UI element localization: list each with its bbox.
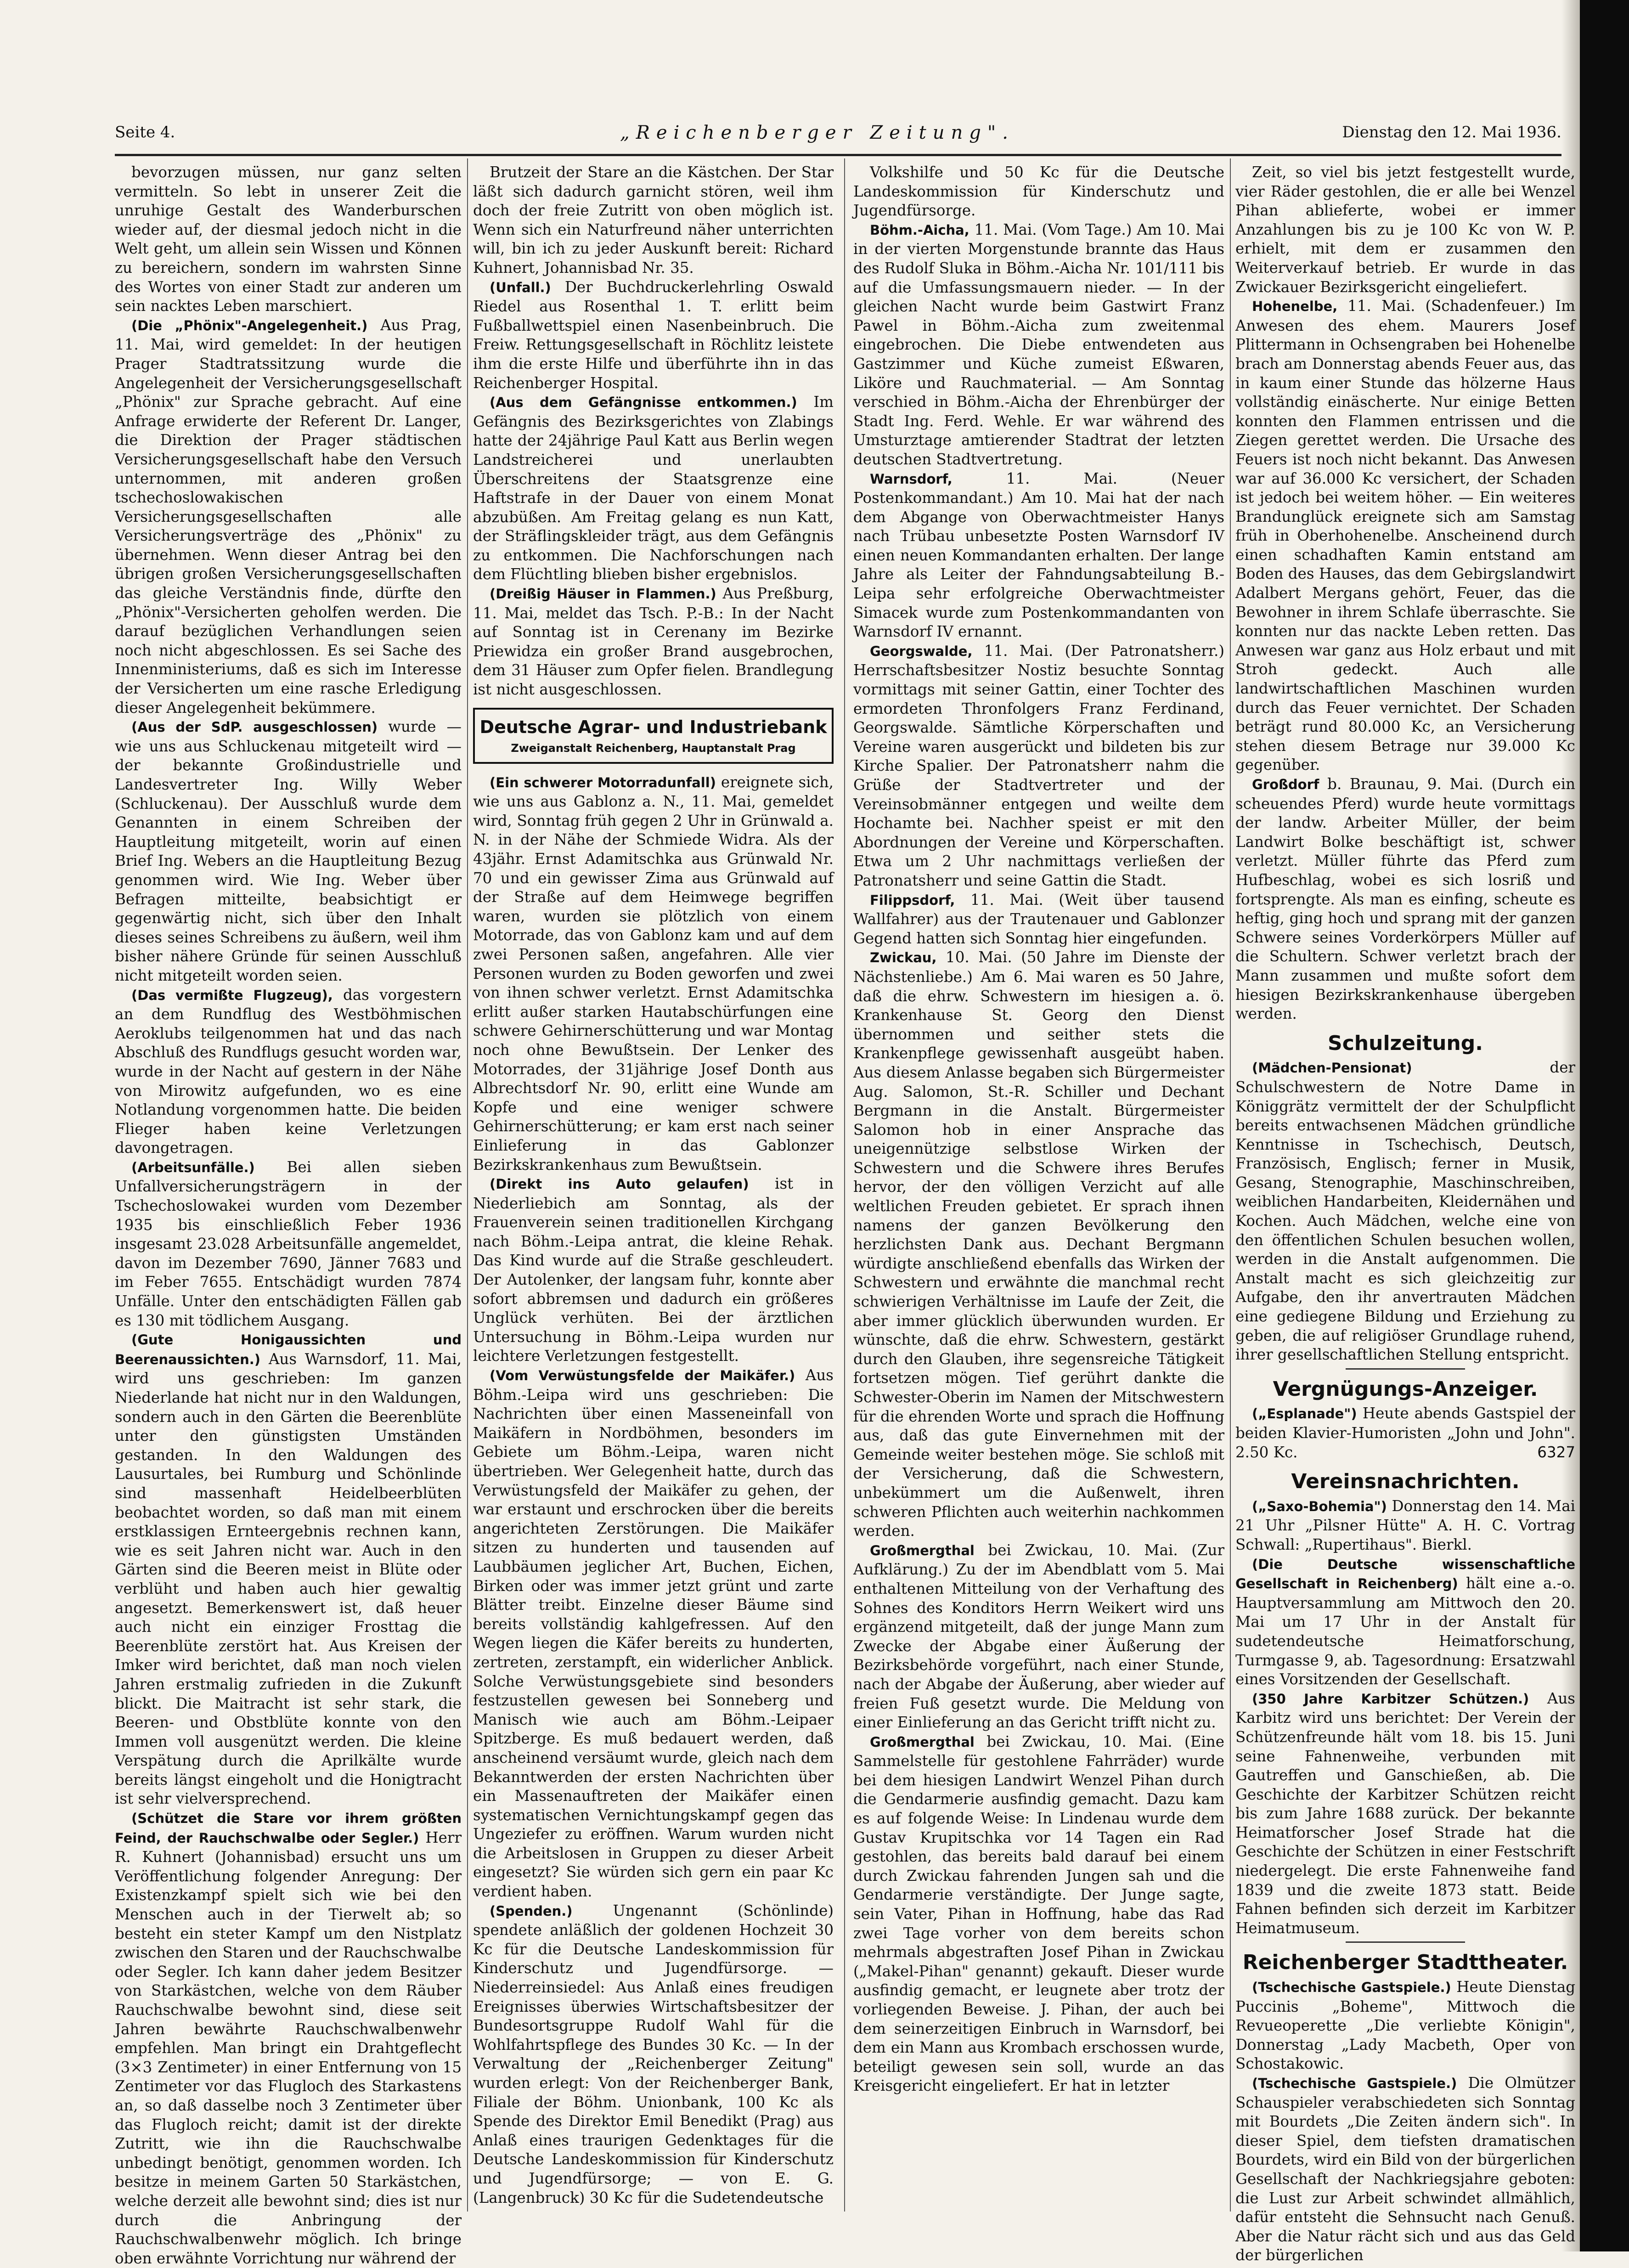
article-text: bei Zwickau, 10. Mai. (Eine Sammelstelle für gestohlene Fahrräder) wurde bei dem hiesigen Landwirt Wenzel Pihan durch die Gendarmerie ausfindig gemacht. Dazu kam es auf folgende Weise: In Lindenau wurde dem Gustav Krupitschka vor 14 Tagen ein Rad gestohlen, das bereits bald darauf bei einem durch Zwickau fahrenden Jungen sah und die Gendarmerie verständigte. Der Junge sagte, sein Vater, Pihan in Hoffnung, habe das Rad zwei Tage vorher von dem bereits schon mehrmals abgestraften Josef Pihan in Zwickau („Makel-Pihan" genannt) gekauft. Dieser wurde ausfindig gemacht, er leugnete aber trotz der vorliegenden Beweise. J. Pihan, der auch bei dem seinerzeitigen Einbruch in Warnsdorf, bei dem ein Mann aus Krombach erschossen wurde, beteiligt gewesen sein soll, wurde an das Kreisgericht eingeliefert. Er hat in letzter bbox=[853, 1732, 1224, 2095]
article bbox=[1235, 775, 1575, 1024]
article bbox=[853, 1541, 1224, 1732]
article-text: der Schulschwestern de Notre Dame in Königgrätz vermittelt der der Schulpflicht bereits entwachsenen Mädchen gründliche Kenntnisse in Tschechisch, Deutsch, Französisch, Englisch; ferner in Musik, Gesang, Stenographie, Maschinschreiben, weiblichen Handarbeiten, Kleidernähen und Kochen. Auch Mädchen, welche eine von den öffentlichen Schulen besuchen wollen, werden in die Anstalt aufgenommen. Die Anstalt macht es sich gleichzeitig zur Aufgabe, den ihr anvertrauten Mädchen eine gediegene Bildung und Erziehung zu geben, die auf religiöser Grundlage ruhend, ihrer gesellschaftlichen Stellung entspricht. bbox=[1235, 1059, 1575, 1364]
article bbox=[853, 163, 1224, 220]
article bbox=[115, 986, 462, 1158]
article-text: 11. Mai. (Weit über tausend Wallfahrer) aus der Trautenauer und Gablonzer Gegend hatten sich Sonntag hier eingefunden. bbox=[853, 891, 1224, 947]
article bbox=[473, 1174, 834, 1366]
ad-subtitle: Zweiganstalt Reichenberg, Hauptanstalt Prag bbox=[511, 741, 796, 755]
article-title: Großmergthal bbox=[870, 1734, 975, 1750]
article-text: Aus Preßburg, 11. Mai, meldet das Tsch. P.-B.: In der Nacht auf Sonntag ist in Cerenany im Bezirke Priewidza ein großer Brand ausgebrochen, dem 31 Häuser zum Opfer fielen. Brandlegung ist nicht ausgeschlossen. bbox=[473, 585, 834, 699]
ad-number: 6327 bbox=[1537, 1443, 1575, 1461]
article-text: bei Zwickau, 10. Mai. (Zur Aufklärung.) Zu der im Abendblatt vom 5. Mai enthaltenen Mitteilung von der Verhaftung des Sohnes des Konditors Herrn Weikert wird uns ergänzend mitgeteilt, daß der junge Mann zum Zwecke der Abgabe einer Äußerung der Bezirksbehörde vorgeführt, nach einer Stunde, nach der Abgabe der Äußerung, aber wieder auf freien Fuß gesetzt wurde. Die Meldung von einer Einlieferung an das Gericht trifft nicht zu. bbox=[853, 1541, 1224, 1732]
article-text: Herr R. Kuhnert (Johannisbad) ersucht uns um Veröffentlichung folgender Anregung: Der Existenzkampf spielt sich wie bei den Menschen auch in der Tierwelt ab; so besteht ein steter Kampf um den Nistplatz zwischen den Staren und der Rauchschwalbe oder Segler. Ich kann daher jedem Besitzer von Starkästchen, welche von dem Räuber Rauchschwalbe bewohnt sind, diese seit Jahren bewährte Rauchschwalbenwehr empfehlen. Man bringt ein Drahtgeflecht (3×3 Zentimeter) in einer Entfernung von 15 Zentimeter vor das Flugloch des Starkastens an, so daß dasselbe noch 3 Zentimeter über das Flugloch reicht; damit ist der direkte Zutritt, wie ihn die Rauchschwalbe unbedingt benötigt, genommen worden. Ich besitze in meinem Garten 50 Starkästchen, welche derzeit alle bewohnt sind; dies ist nur durch die Anbringung der Rauchschwalbenwehr möglich. Ich bringe oben erwähnte Vorrichtung nur während der bbox=[115, 1828, 462, 2267]
article-text: Aus Karbitz wird uns berichtet: Der Verein der Schützenfreunde hält vom 18. bis 15. Juni seine Fahnenweihe, verbunden mit Gautreffen und Ganschießen, ab. Die Geschichte der Karbitzer Schützen reicht bis zum Jahre 1688 zurück. Der bekannte Heimatforscher Josef Strade hat die Geschichte der Schützen in einer Festschrift niedergelegt. Die erste Fahnenweihe fand 1839 und die zweite 1873 statt. Beide Fahnen befinden sich derzeit im Karbitzer Heimatmuseum. bbox=[1235, 1689, 1575, 1937]
page-edge bbox=[1580, 0, 1629, 2251]
article bbox=[1235, 1497, 1575, 1555]
article bbox=[473, 278, 834, 393]
article bbox=[473, 1366, 834, 1901]
article-text: b. Braunau, 9. Mai. (Durch ein scheuendes Pferd) wurde heute vormittags der landw. Arbeiter Müller, der beim Landwirt Bolke beschäftigt ist, schwer verletzt. Müller führte das Pferd zum Hufbeschlag, wobei es sich losriß und fortsprengte. Als man es einfing, scheute es heftig, ging hoch und sprang mit der ganzen Schwere seines Vorderkörpers Müller auf die Schultern. Schwer verletzt brach der Mann zusammen und mußte sofort dem hiesigen Bezirkskrankenhause übergeben werden. bbox=[1235, 775, 1575, 1023]
article-text: Volkshilfe und 50 Kc für die Deutsche Landeskommission für Kinderschutz und Jugendfürsorge. bbox=[853, 164, 1224, 220]
masthead: „Reichenberger Zeitung". bbox=[620, 122, 1015, 143]
column-4 bbox=[1235, 163, 1576, 2264]
ad-title: Deutsche Agrar- und Industriebank bbox=[479, 717, 827, 737]
issue-date: Dienstag den 12. Mai 1936. bbox=[1342, 123, 1561, 141]
article-title: (Die „Phönix"-Angelegenheit.) bbox=[131, 317, 368, 333]
article bbox=[853, 948, 1224, 1540]
article-title: Großmergthal bbox=[870, 1542, 975, 1558]
article bbox=[115, 717, 462, 985]
page-header bbox=[115, 123, 1561, 151]
article bbox=[853, 220, 1224, 469]
article-title: (Ein schwerer Motorradunfall) bbox=[490, 774, 716, 790]
header-rule bbox=[115, 154, 1561, 156]
article-title: (Arbeitsunfälle.) bbox=[131, 1159, 255, 1175]
article-title: Hohenelbe, bbox=[1252, 299, 1338, 315]
article-text: Bei allen sieben Unfallversicherungsträgern in der Tschechoslowakei wurden vom Dezember 1935 bis einschließlich Feber 1936 insgesamt 23.028 Arbeitsunfälle angemeldet, davon im Dezember 7690, Jänner 7683 und im Feber 7655. Entschädigt wurden 7874 Unfälle. Unter den entschädigten Fällen gab es 130 mit tödlichem Ausgang. bbox=[115, 1158, 462, 1329]
section-rule bbox=[1346, 1941, 1465, 1943]
article-title: (Schützet die Stare vor ihrem größten Feind, der Rauchschwalbe oder Segler.) bbox=[115, 1811, 462, 1846]
article-title: (Unfall.) bbox=[490, 279, 551, 295]
page-number: Seite 4. bbox=[115, 123, 175, 141]
article-title: Filippsdorf, bbox=[870, 892, 955, 908]
article-title: (350 Jahre Karbitzer Schützen.) bbox=[1252, 1691, 1529, 1707]
article-text: 11. Mai. (Vom Tage.) Am 10. Mai in der vierten Morgenstunde brannte das Haus des Rudolf Sluka in Böhm.-Aicha Nr. 101/111 bis auf die Umfassungsmauern nieder. — In der gleichen Nacht wurde beim Gastwirt Franz Pawel in Böhm.-Aicha zum zweitenmal eingebrochen. Die Diebe entwendeten aus Gastzimmer und Küche zumeist Eßwaren, Liköre und Rauchmaterial. — Am Sonntag verschied in Böhm.-Aicha der Ehrenbürger der Stadt Ing. Ferd. Wehle. Er war während des Umsturztage amtierender Stadtrat der letzten deutschen Stadtvertretung. bbox=[853, 220, 1225, 468]
article-text: ereignete sich, wie uns aus Gablonz a. N., 11. Mai, gemeldet wird, Sonntag früh gegen 2 Uhr in Grünwald a. N. in der Nähe der Schmiede Widra. Als der 43jähr. Ernst Adamitschka aus Grünwald Nr. 70 und ein gewisser Zima aus Grünwald auf der Straße auf dem Heimwege begriffen waren, wurden sie plötzlich von einem Motorrade, das von Gablonz kam und auf dem zwei Personen saßen, angefahren. Alle vier Personen wurden zu Boden geworfen und zwei von ihnen schwer verletzt. Ernst Adamitschka erlitt außer starken Hautabschürfungen eine schwere Gehirnerschütterung und war Montag noch ohne Bewußtsein. Der Lenker des Motorrades, der 31jährige Josef Donth aus Albrechtsdorf Nr. 90, erlitt eine Wunde am Kopfe und eine weniger schwere Gehirnerschütterung; er kam erst nach seiner Einlieferung in das Gablonzer Bezirkskrankenhaus zum Bewußtsein. bbox=[473, 773, 834, 1173]
article bbox=[853, 891, 1224, 948]
article bbox=[115, 1330, 462, 1809]
article-title: (Gute Honigaussichten und Beerenaussichten.) bbox=[115, 1332, 462, 1367]
article-text: ist in Niederliebich am Sonntag, als der Frauenverein seinen traditionellen Kirchgang nach Böhm.-Leipa antrat, die kleine Rehak. Das Kind wurde auf die Straße geschleudert. Der Autolenker, der langsam fuhr, konnte aber sofort abbremsen und dadurch ein größeres Unglück verhüten. Bei der ärztlichen Untersuchung in Böhm.-Leipa wurden nur leichtere Verletzungen festgestellt. bbox=[473, 1175, 834, 1365]
article bbox=[1235, 1058, 1575, 1365]
article bbox=[1235, 163, 1575, 297]
article-text: hält eine a.-o. Hauptversammlung am Mittwoch den 20. Mai um 17 Uhr in der Anstalt für sudetendeutsche Heimatforschung, Turmgasse 9, ab. Tagesordnung: Ersatzwahl eines Vorsitzenden der Gesellschaft. bbox=[1235, 1574, 1575, 1688]
article-title: Zwickau, bbox=[870, 950, 937, 966]
article-text: wurde — wie uns aus Schluckenau mitgeteilt wird — der bekannte Großindustrielle und Landesvertreter Ing. Willy Weber (Schluckenau). Der Ausschluß wurde dem Genannten in einem Schreiben der Hauptleitung mitgeteilt, worin auf einen Brief Ing. Webers an die Hauptleitung Bezug genommen wird. Wie Ing. Weber über Befragen mitteilte, beabsichtigt er gegenwärtig nicht, sich über den Inhalt dieses seines Schreibens zu äußern, weil ihm bisher nähere Gründe für seinen Ausschluß nicht mitgeteilt worden seien. bbox=[115, 718, 462, 984]
article-title: Großdorf bbox=[1252, 777, 1319, 792]
article-text: Brutzeit der Stare an die Kästchen. Der Star läßt sich dadurch garnicht stören, weil ihm doch der freie Zutritt von oben möglich ist. Wenn sich ein Naturfreund näher unterrichten will, bin ich zu jeder Auskunft bereit: Richard Kuhnert, Johannisbad Nr. 35. bbox=[473, 164, 834, 276]
article bbox=[853, 642, 1224, 891]
article bbox=[853, 469, 1224, 642]
column-divider bbox=[467, 158, 468, 2212]
article-title: (Aus dem Gefängnisse entkommen.) bbox=[490, 395, 797, 411]
article-text: Aus Böhm.-Leipa wird uns geschrieben: Die Nachrichten über einen Masseneinfall von Maikäfern in Nordböhmen, besonders im Gebiete um Böhm.-Leipa, waren nicht übertrieben. Wer Gelegenheit hatte, durch das Verwüstungsfeld der Maikäfer zu gehen, der war erstaunt und erschrocken über die bereits angerichteten Zerstörungen. Die Maikäfer sitzen zu hunderten und tausenden auf Laubbäumen jeglicher Art, Buchen, Eichen, Birken oder was immer jetzt grünt und zarte Blätter treibt. Einzelne dieser Bäume sind bereits vollständig kahlgefressen. Auf den Wegen liegen die Käfer bereits zu hunderten, zertreten, zerstampft, ein widerlicher Anblick. Solche Verwüstungsgebiete sind besonders festzustellen gewesen bei Sonneberg und Manisch wie auch am Böhm.-Leipaer Spitzberge. Es muß bedauert werden, daß anscheinend versäumt wurde, gleich nach dem Bekanntwerden der ersten Nachrichten über ein Massenauftreten der Maikäfer einen systematischen Vernichtungskampf gegen das Ungeziefer zu eröffnen. Warum wurden nicht die Arbeitslosen in Gruppen zu dieser Arbeit eingesetzt? Sie würden sich gern ein paar Kc verdient haben. bbox=[473, 1366, 834, 1901]
article-title: (Vom Verwüstungsfelde der Maikäfer.) bbox=[490, 1368, 795, 1384]
article-title: (Das vermißte Flugzeug), bbox=[131, 987, 333, 1003]
article-text: 11. Mai. (Schadenfeuer.) Im Anwesen des ehem. Maurers Josef Plittermann in Ochsengraben bei Hohenelbe brach am Donnerstag abends Feuer aus, das in kaum einer Stunde das hölzerne Haus vollständig einäscherte. Nur einige Betten konnten den Flammen entrissen und die Ziegen gerettet werden. Die Ursache des Feuers ist noch nicht bekannt. Das Anwesen war auf 36.000 Kc versichert, der Schaden ist jedoch bei weitem höher. — Ein weiteres Brandunglück ereignete sich am Samstag früh in Oberhohenelbe. Anscheinend durch einen schadhaften Kamin entstand am Boden des Hauses, das dem Gebirgslandwirt Adalbert Mergans gehört, Feuer, das die Bewohner in ihrem Schlafe überraschte. Sie konnten nur das nackte Leben retten. Das Anwesen war ganz aus Holz erbaut und mit Stroh gedeckt. Auch alle landwirtschaftlichen Maschinen wurden durch das Feuer vernichtet. Der Schaden beträgt rund 80.000 Kc, an Versicherung stehen diesem Betrage nur 39.000 Kc gegenüber. bbox=[1235, 297, 1575, 774]
column-3 bbox=[853, 163, 1224, 2212]
article-text: Der Buchdruckerlehrling Oswald Riedel aus Rosenthal 1. T. erlitt beim Fußballwettspiel einen Nasenbeinbruch. Die Freiw. Rettungsgesellschaft in Röchlitz leistete ihm die erste Hilfe und überführte ihn in das Reichenberger Hospital. bbox=[473, 278, 834, 392]
article-title: (Tschechische Gastspiele.) bbox=[1252, 1980, 1451, 1996]
article-text: das vorgestern an dem Rundflug des Westböhmischen Aeroklubs teilgenommen hat und das nach Abschluß des Rundflugs gesucht worden war, wurde in der Nacht auf gestern in der Nähe von Mirowitz aufgefunden, wo es eine Notlandung vorgenommen hatte. Die beiden Flieger haben keine Verletzungen davongetragen. bbox=[115, 986, 462, 1157]
article-title: (Aus der SdP. ausgeschlossen) bbox=[131, 719, 378, 735]
section-rule bbox=[1346, 1368, 1465, 1370]
article-title: Warnsdorf, bbox=[870, 471, 953, 487]
article bbox=[473, 393, 834, 584]
article-text: 11. Mai. (Der Patronatsherr.) Herrschaftsbesitzer Nostiz besuchte Sonntag vormittags mit seiner Gattin, einer Tochter des ermordeten Thronfolgers Franz Ferdinand, Georgswalde. Sämtliche Körperschaften und Vereine waren ausgerückt und bildeten bis zur Kirche Spalier. Der Patronatsherr nahm die Grüße der Stadtvertreter und der Vereinsobmänner entgegen und weilte dem Hochamte bei. Nachher speist er mit den Abordnungen der Vereine und Körperschaften. Etwa um 2 Uhr nachmittags verließen der Patronatsherr und seine Gattin die Stadt. bbox=[853, 642, 1224, 889]
bank-advertisement bbox=[473, 708, 834, 764]
article bbox=[115, 1158, 462, 1330]
article-title: (Tschechische Gastspiele.) bbox=[1252, 2076, 1457, 2091]
article-text: Zeit, so viel bis jetzt festgestellt wurde, vier Räder gestohlen, die er alle bei Wenzel Pihan ablieferte, wobei er immer Anzahlungen bis zu je 100 Kc von W. P. erhielt, mit dem er zusammen den Weiterverkauf betrieb. Er wurde in das Zwickauer Bezirksgericht eingeliefert. bbox=[1235, 164, 1575, 296]
article bbox=[1235, 1404, 1575, 1462]
article bbox=[473, 1901, 834, 2208]
article bbox=[1235, 297, 1575, 775]
article bbox=[1235, 1689, 1575, 1938]
article-text: Heute abends Gastspiel der beiden Klavier-Humoristen „John und John". 2.50 Kc. bbox=[1235, 1405, 1575, 1461]
article-text: Heute Dienstag Puccinis „Boheme", Mittwoch die Revueoperette „Die verliebte Königin", Donnerstag „Lady Macbeth, Oper von Schostakowic. bbox=[1235, 1978, 1576, 2073]
article-text: Die Olmützer Schauspieler verabschiedeten sich Sonntag mit Bourdets „Die Zeiten ändern sich". In dieser Spiel, dem tiefsten dramatischen Bourdets, wird ein Bild von der bürgerlichen Gesellschaft der Nachkriegsjahre geboten: die Lust zur Arbeit schwindet allmählich, dafür entsteht die Sehnsucht nach Genuß. Aber die Natur rächt sich und aus das Geld der bürgerlichen bbox=[1235, 2074, 1575, 2264]
article-text: bevorzugen müssen, nur ganz selten vermitteln. So lebt in unserer Zeit die unruhige Gestalt des Wanderburschen wieder auf, der diesmal jedoch nicht in die Welt geht, um allein sein Wissen und Können zu bereichern, sondern im wahrsten Sinne des Wortes von einer Stadt zur anderen um sein nacktes Leben marschiert. bbox=[115, 164, 462, 315]
article bbox=[473, 163, 834, 278]
section-heading-verein: Vereinsnachrichten. bbox=[1291, 1470, 1520, 1494]
article bbox=[853, 1732, 1224, 2096]
article bbox=[473, 584, 834, 700]
column-divider bbox=[1230, 158, 1231, 2212]
article bbox=[115, 316, 462, 717]
column-2 bbox=[473, 163, 834, 2212]
article bbox=[115, 1809, 462, 2268]
column-1 bbox=[115, 163, 462, 2267]
article bbox=[1235, 1978, 1575, 2074]
article-text: Im Gefängnis des Bezirksgerichtes von Zlabings hatte der 24jährige Paul Katt aus Berlin wegen Landstreicherei und unerlaubten Überschreitens der Staatsgrenze eine Haftstrafe in der Dauer von einem Monat abzubüßen. Am Freitag gelang es nun Katt, der Sträflingskleider trägt, aus dem Gefängnis zu entkommen. Die Nachforschungen nach dem Flüchtling blieben bisher ergebnislos. bbox=[473, 393, 834, 583]
article-title: (Mädchen-Pensionat) bbox=[1252, 1060, 1412, 1076]
article bbox=[473, 773, 834, 1174]
article-title: („Esplanade") bbox=[1252, 1406, 1357, 1422]
article bbox=[1235, 2074, 1575, 2265]
article-text: Donnerstag den 14. Mai 21 Uhr „Pilsner Hütte" A. H. C. Vortrag Schwall: „Rupertihaus". Bierkl. bbox=[1235, 1497, 1575, 1553]
article-title: (Spenden.) bbox=[490, 1903, 573, 1919]
article bbox=[115, 163, 462, 316]
section-heading-vergnuegung: Vergnügungs-Anzeiger. bbox=[1273, 1377, 1538, 1401]
section-heading-schulzeitung: Schulzeitung. bbox=[1328, 1031, 1483, 1055]
column-divider bbox=[844, 158, 845, 2212]
article-text: Ungenannt (Schönlinde) spendete anläßlich der goldenen Hochzeit 30 Kc für die Deutsche Landeskommission für Kinderschutz und Jugendfürsorge. — Niederreinsiedel: Aus Anlaß eines freudigen Ereignisses überwies Wirtschaftsbesitzer der Bundesortsgruppe Rudolf Wahl für die Wohlfahrtspflege des Bundes 30 Kc. — In der Verwaltung der „Reichenberger Zeitung" wurden erlegt: Von der Reichenberger Bank, Filiale der Böhm. Unionbank, 100 Kc als Spende des Direktor Emil Benedikt (Prag) aus Anlaß eines traurigen Gedenktages für die Deutsche Landeskommission für Kinderschutz und Jugendfürsorge; — von E. G. (Langenbruck) 30 Kc für die Sudetendeutsche bbox=[473, 1901, 834, 2206]
article-title: Georgswalde, bbox=[870, 643, 973, 659]
article-text: 10. Mai. (50 Jahre im Dienste der Nächstenliebe.) Am 6. Mai waren es 50 Jahre, daß die ehrw. Schwestern im hiesigen a. ö. Krankenhause St. Georg den Dienst übernommen und seither stets die Krankenpflege gewissenhaft ausgeübt haben. Aus diesem Anlasse begaben sich Bürgermeister Aug. Salomon, St.-R. Schiller und Dechant Bergmann in die Anstalt. Bürgermeister Salomon hob in einer Ansprache das uneigennützige selbstlose Wirken der Schwestern und die Schwere ihres Berufes hervor, der den völligen Verzicht auf alle weltlichen Freuden gebietet. Er sprach ihnen namens der ganzen Bevölkerung den herzlichsten Dank aus. Dechant Bergmann würdigte anschließend ebenfalls das Wirken der Schwestern und erwähnte die manchmal recht schwierigen Verhältnisse im Laufe der Zeit, die aber immer glücklich überwunden wurden. Er wünschte, daß die ehrw. Schwestern, gestärkt durch den Glauben, ihre segensreiche Tätigkeit fortsetzen mögen. Tief gerührt dankte die Schwester-Oberin im Namen der Mitschwestern für die ehrenden Worte und sprach die Hoffnung aus, daß das gute Einvernehmen mit der Gemeinde weiter bestehen möge. Sie schloß mit der Versicherung, daß die Schwestern, unbekümmert um die Außenwelt, ihren schweren Pflichten auch weiterhin nachkommen werden. bbox=[853, 948, 1224, 1540]
article-text: Aus Warnsdorf, 11. Mai, wird uns geschrieben: Im ganzen Niederlande hat nicht nur in den Waldungen, sondern auch in den Gärten die Beerenblüte unter den günstigsten Umständen gestanden. In den Waldungen des Lausurtales, bei Rumburg und Schönlinde sind massenhaft Heidelbeerblüten beobachtet worden, so daß man mit einem erstklassigen Ernteergebnis rechnen kann, wie es seit Jahren nicht war. Auch in den Gärten sind die Beeren meist in Blüte oder verblüht und haben auch hier gewaltig angesetzt. Bemerkenswert ist, daß heuer auch nicht ein einziger Frosttag die Beerenblüte zerstört hat. Aus Kreisen der Imker wird berichtet, daß man noch vielen Jahren erstmalig zufrieden in die Zukunft blickt. Die Maitracht ist sehr stark, die Beeren- und Obstblüte konnte von den Immen voll ausgenützt werden. Die kleine Verspätung durch die Aprilkälte wurde bereits längst eingeholt und die Honigtracht ist sehr vielversprechend. bbox=[115, 1350, 462, 1808]
article-title: (Die Deutsche wissenschaftliche Gesellschaft in Reichenberg) bbox=[1235, 1556, 1575, 1592]
article bbox=[1235, 1555, 1575, 1689]
article-text: 11. Mai. (Neuer Postenkommandant.) Am 10. Mai hat der nach dem Abgange von Oberwachtmeister Hanys nach Trübau unbesetzte Posten Warnsdorf IV einen neuen Kommandanten erhalten. Der lange Jahre als Leiter der Fahndungsabteilung B.-Leipa sehr erfolgreiche Oberwachtmeister Simacek wurde zum Postenkommandanten von Warnsdorf IV ernannt. bbox=[853, 469, 1224, 641]
article-title: (Direkt ins Auto gelaufen) bbox=[490, 1176, 749, 1192]
section-heading-theater: Reichenberger Stadttheater. bbox=[1242, 1951, 1568, 1975]
article-title: Böhm.-Aicha, bbox=[870, 222, 970, 238]
article-text: Aus Prag, 11. Mai, wird gemeldet: In der heutigen Prager Stadtratssitzung wurde die Angelegenheit der Versicherungsgesellschaft „Phönix" zur Sprache gebracht. Auf eine Anfrage erwiderte der Referent Dr. Langer, die Direktion der Prager städtischen Versicherungsgesellschaft habe den Versuch unternommen, mit anderen großen tschechoslowakischen Versicherungsgesellschaften alle Versicherungsverträge des „Phönix" zu übernehmen. Wenn dieser Antrag bei den übrigen großen Versicherungsgesellschaften das gleiche Verständnis finde, dürfte den „Phönix"-Versicherten geholfen werden. Die darauf bezüglichen Verhandlungen seien noch nicht abgeschlossen. Es sei Sache des Innenministeriums, daß es sich im Interesse der Versicherten um eine rasche Erledigung dieser Angelegenheit bekümmere. bbox=[115, 316, 462, 717]
article-title: („Saxo-Bohemia") bbox=[1252, 1498, 1387, 1514]
article-title: (Dreißig Häuser in Flammen.) bbox=[490, 586, 716, 602]
